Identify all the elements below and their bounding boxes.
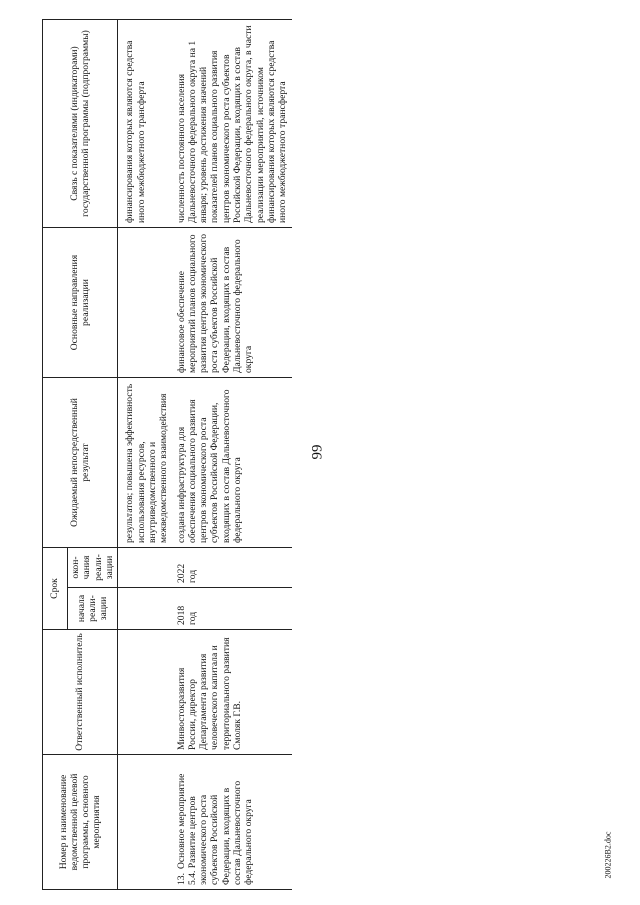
cell-end: 2022 год [173,548,292,588]
cell-executor [118,630,173,755]
cell-start: 2018 год [173,588,292,630]
page-number: 99 [309,444,326,460]
cell-result: результатов; повышена эффективность использования ресурсов, внутриведомственного и межведомственного взаимодействия [118,378,173,548]
cell-indicators: финансирования которых являются средства иного межбюджетного трансферта [118,20,173,228]
cell-executor: Минвостокразвития России, директор Департамента развития человеческого капитала и территориального развития Смоляк Г.В. [173,630,292,755]
rotated-table-container [42,20,372,890]
cell-indicators: численность постоянного населения Дальневосточного федерального округа на 1 января; уровень достижения значений показателей планов социального развития центров экономического роста субъектов Российской Федерации, входящих в состав Дальневосточного федерального округа, в части реализации мероприятий, источником финансирования которых являются средства иного межбюджетного трансферта [173,20,292,228]
table-row [173,20,292,890]
document-code: 200226В2.doc [603,831,613,879]
cell-directions [118,228,173,378]
header-start: начала реали-зации [68,588,118,630]
header-end: окон-чания реали-зации [68,548,118,588]
header-result: Ожидаемый непосредственный результат [43,378,118,548]
cell-directions: финансовое обеспечение мероприятий планов социального развития центров экономического роста субъектов Российской Федерации, входящих в состав Дальневосточного федерального округа [173,228,292,378]
cell-start [118,588,173,630]
header-indicators: Связь с показателями (индикаторами) государственной программы (подпрограммы) [43,20,118,228]
cell-name [118,755,173,890]
row-title: Основное мероприятие 5.4. Развитие центров экономического роста субъектов Российской Федерации, входящих в состав Дальневосточного федерального округа [175,773,255,885]
row-number: 13. [175,873,187,885]
header-term: Срок [43,548,68,630]
header-name: Номер и наименование ведомственной целевой программы, основного мероприятия [43,755,118,890]
header-directions: Основные направления реализации [43,228,118,378]
header-executor: Ответственный исполнитель [43,630,118,755]
cell-end [118,548,173,588]
cell-result: создана инфраструктура для обеспечения социального развития центров экономического роста субъектов Российской Федерации, входящих в состав Дальневосточного федерального округа [173,378,292,548]
cell-name [173,755,292,890]
table-row [118,20,173,890]
program-table [42,19,292,890]
